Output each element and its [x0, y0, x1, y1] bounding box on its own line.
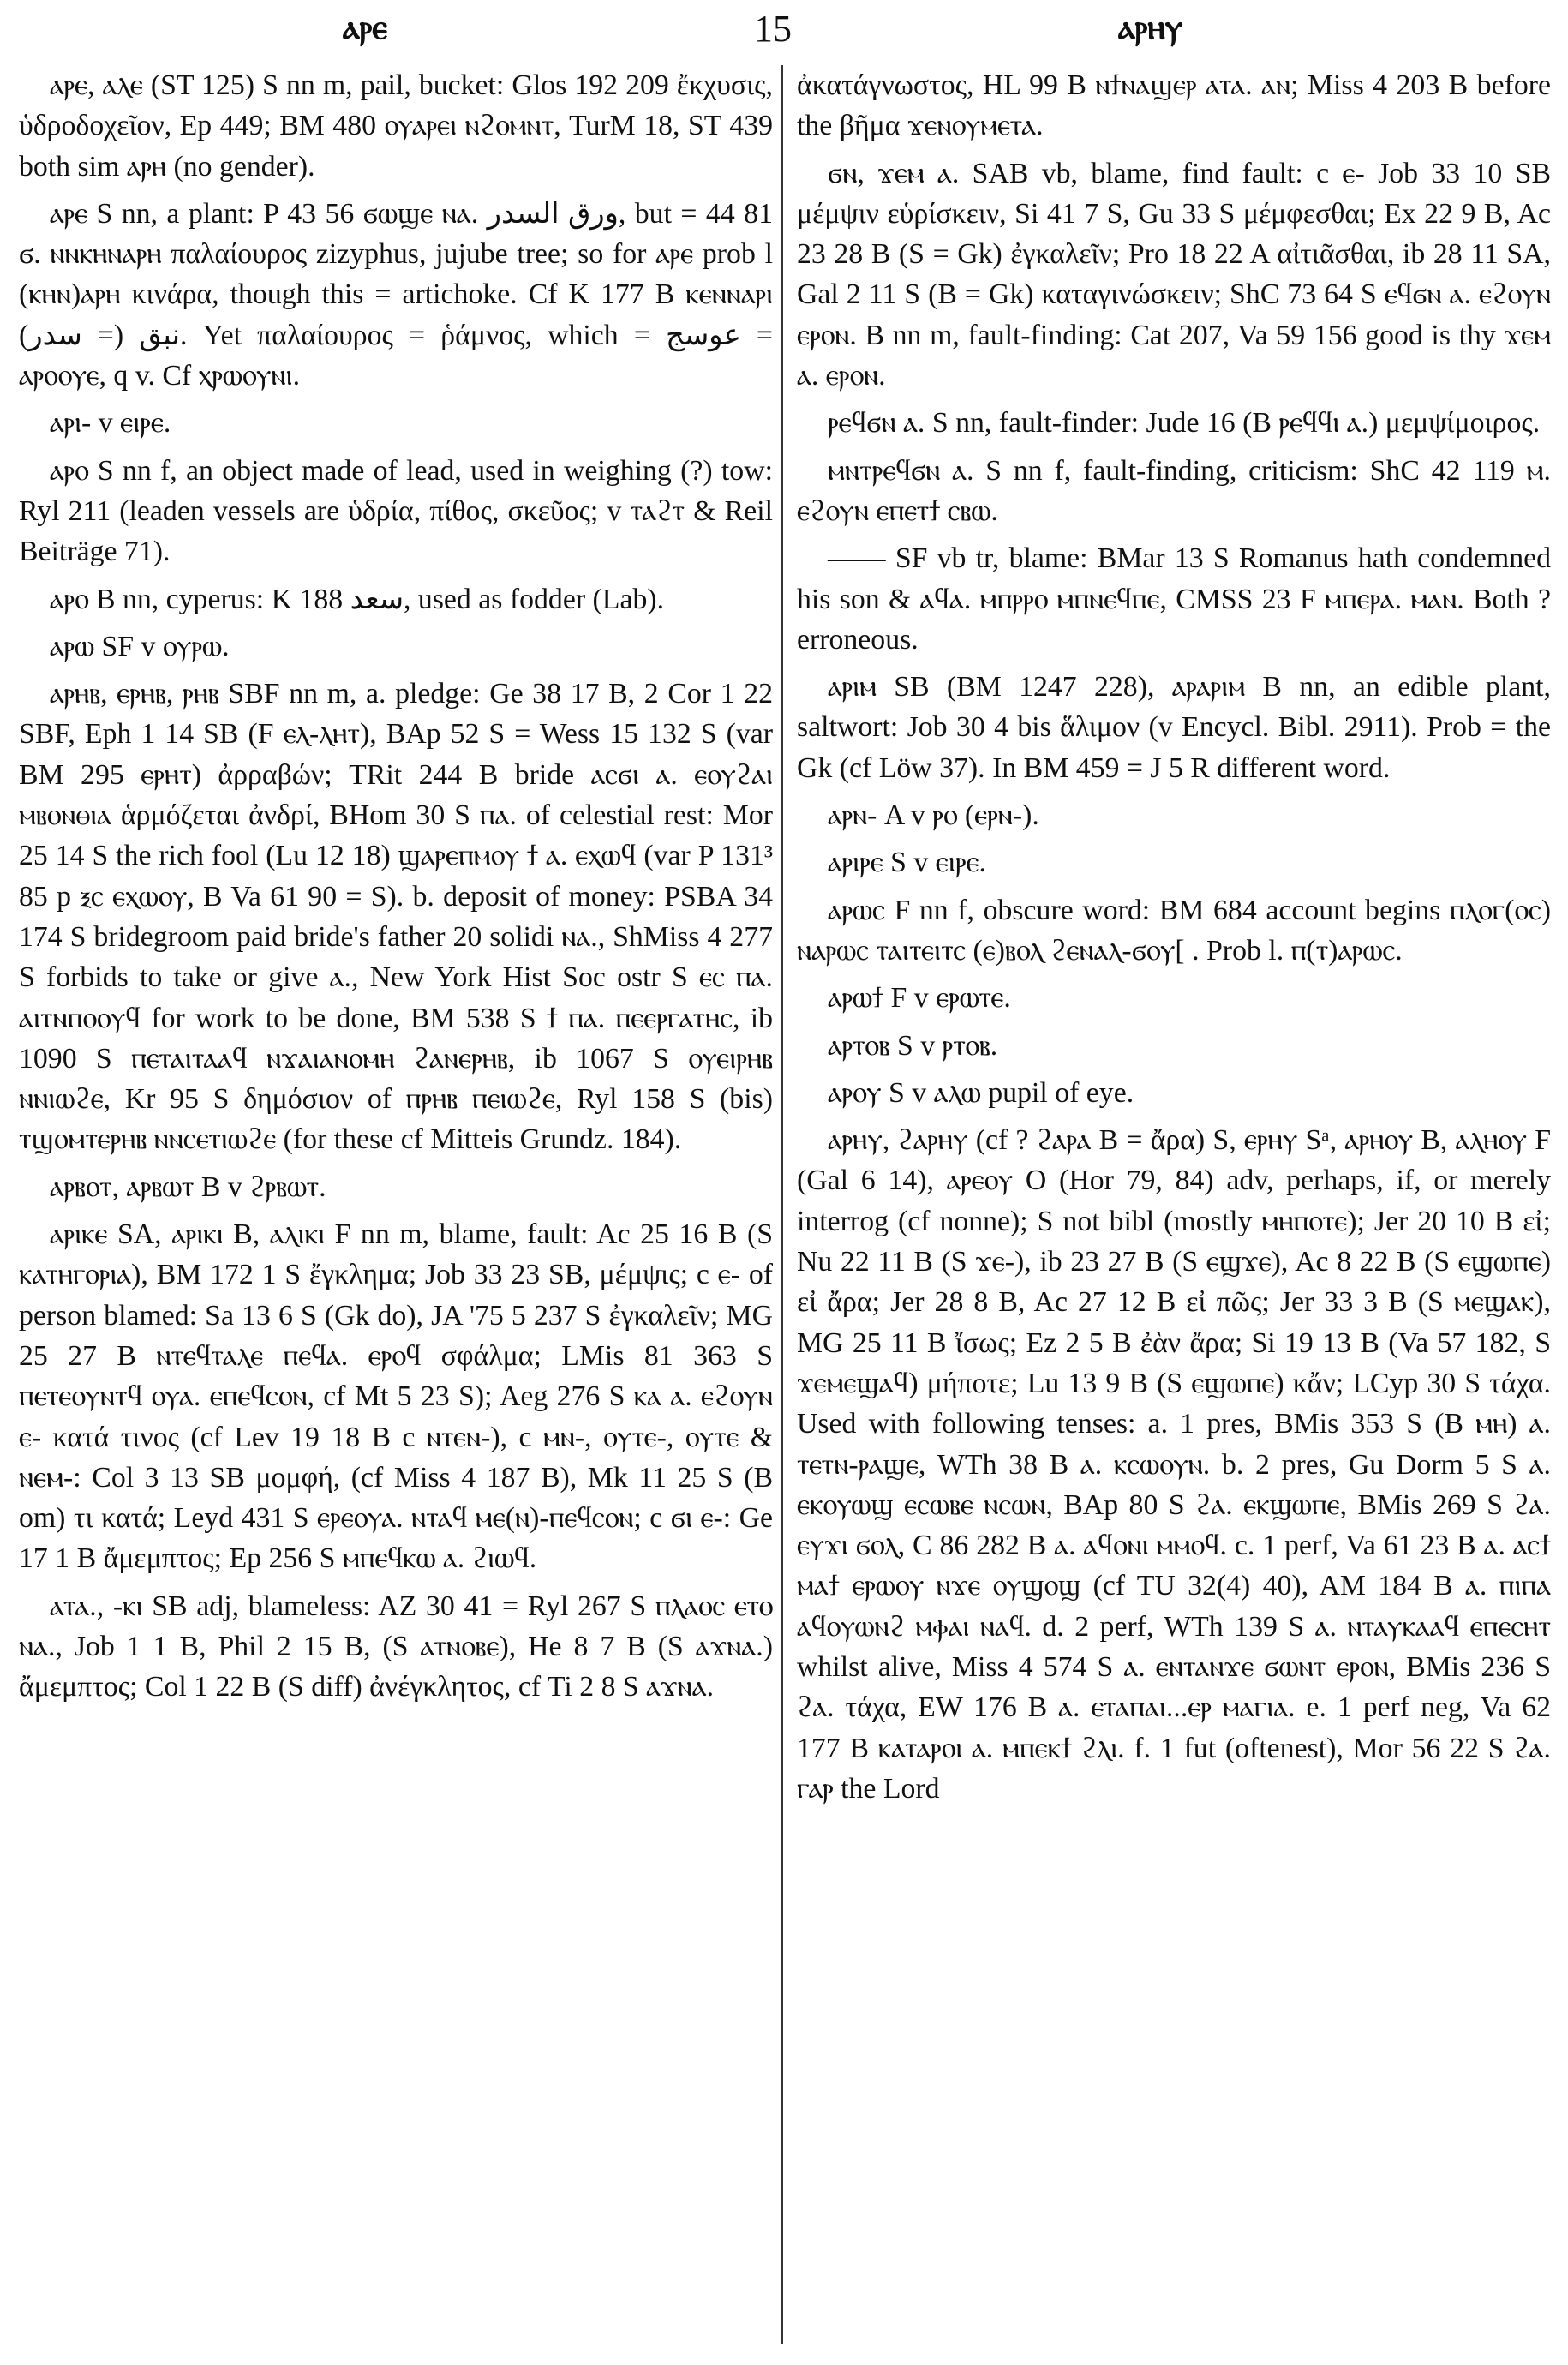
- entry-arike-blame: ⲁⲣⲓⲕⲉ SA, ⲁⲣⲓⲕⲓ B, ⲁⲗⲓⲕⲓ F nn m, blame, fault: Ac 25 16 B (S ⲕⲁⲧⲏⲅⲟⲣⲓⲁ), BM 172 1 S ἔγκλημα; Job 33 23 SB, μέμψις; c ⲉ- of person blamed: Sa 13 6 S (Gk do), JA '75 5 237 S ἐγκαλεῖν; MG 25 27 B ⲛⲧⲉϥⲧⲁⲗⲉ ⲡⲉϥⲁ. ⲉⲣⲟϥ σφάλμα; LMis 81 363 S ⲡⲉⲧⲉⲟⲩⲛⲧϥ ⲟⲩⲁ. ⲉⲡⲉϥⲥⲟⲛ, cf Mt 5 23 S); Aeg 276 S ⲕⲁ ⲁ. ⲉϩⲟⲩⲛ ⲉ- κατά τινος (cf Lev 19 18 B c ⲛⲧⲉⲛ-), c ⲙⲛ-, ⲟⲩⲧⲉ-, ⲟⲩⲧⲉ & ⲛⲉⲙ-: Col 3 13 SB μομφή, (cf Miss 4 187 B), Mk 11 25 S (B om) τι κατά; Leyd 431 S ⲉⲣⲉⲟⲩⲁ. ⲛⲧⲁϥ ⲙⲉ(ⲛ)-ⲡⲉϥⲥⲟⲛ; c ϭⲓ ⲉ-: Ge 17 1 B ἄμεμπτος; Ep 256 S ⲙⲡⲉϥⲕⲱ ⲁ. ϩⲓⲱϥ.: [19, 1218, 773, 1575]
- entry-mntrefgn: ⲙⲛⲧⲣⲉϥϭⲛ ⲁ. S nn f, fault-finding, criticism: ShC 42 119 ⲙ. ⲉϩⲟⲩⲛ ⲉⲡⲉⲧϯ ⲥⲃⲱ.: [797, 454, 1551, 527]
- entry-aro-lead: ⲁⲣⲟ S nn f, an object made of lead, used in weighing (?) tow: Ryl 211 (leaden vessels are ὑδρία, πίθος, σκεῦος; v ⲧⲁϩⲧ & Reil Beiträge 71).: [19, 454, 773, 568]
- entry-arbot: ⲁⲣⲃⲟⲧ, ⲁⲣⲃⲱⲧ B v ϩⲣⲃⲱⲧ.: [50, 1171, 326, 1203]
- entry-arwti: ⲁⲣⲱϯ F v ⲉⲣⲱⲧⲉ.: [828, 982, 1011, 1015]
- entry-artob: ⲁⲣⲧⲟⲃ S v ⲣⲧⲟⲃ.: [828, 1029, 998, 1062]
- left-column: [19, 65, 773, 2353]
- entry-arim-saltwort: ⲁⲣⲓⲙ SB (BM 1247 228), ⲁⲣⲁⲣⲓⲙ B nn, an edible plant, saltwort: Job 30 4 bis ἅλιμον (v Encycl. Bibl. 2911). Prob = the Gk (cf Löw 37). In BM 459 = J 5 R different word.: [797, 671, 1551, 784]
- entry-aro-sf: ⲁⲣⲱ SF v ⲟⲩⲣⲱ.: [50, 630, 230, 662]
- entry-refgn-faultfinder: ⲣⲉϥϭⲛ ⲁ. S nn, fault-finder: Jude 16 (B ⲣⲉϥϥⲓ ⲁ.) μεμψίμοιρος.: [828, 407, 1541, 440]
- entry-are-plant: ⲁⲣⲉ S nn, a plant: P 43 56 ϭⲱϣⲉ ⲛⲁ. ورق السدر, but = 44 81 ϭ. ⲛⲛⲕⲏⲛⲁⲣⲏ παλαίουρος zizyphus, jujube tree; so for ⲁⲣⲉ prob l (ⲕⲏⲛ)ⲁⲣⲏ κινάρα, though this = artichoke. Cf K 177 B ⲕⲉⲛⲛⲁⲣⲓ نبق (= سدر). Yet παλαίουρος = ῥάμνος, which = عوسج = ⲁⲣⲟⲟⲩⲉ, q v. Cf ⲭⲣⲱⲟⲩⲛⲓ.: [19, 197, 773, 392]
- page-number: 15: [754, 8, 792, 50]
- entry-areb-pledge: ⲁⲣⲏⲃ, ⲉⲣⲏⲃ, ⲣⲏⲃ SBF nn m, a. pledge: Ge 38 17 B, 2 Cor 1 22 SBF, Eph 1 14 SB (F ⲉⲗ-ⲗⲏⲧ), BAp 52 S = Wess 15 132 S (var BM 295 ⲉⲣⲏⲧ) ἀρραβών; TRit 244 B bride ⲁⲥϭⲓ ⲁ. ⲉⲟⲩϩⲁⲓ ⲙⲃⲟⲛⲑⲓⲁ ἁρμόζεται ἀνδρί, BHom 30 S ⲡⲁ. of celestial rest: Mor 25 14 S the rich fool (Lu 12 18) ϣⲁⲣⲉⲡⲙⲟⲩ ϯ ⲁ. ⲉⲭⲱϥ (var P 131³ 85 p ⲝⲥ ⲉⲭⲱⲟⲩ, B Va 61 90 = S). b. deposit of money: PSBA 34 174 S bridegroom paid bride's father 20 solidi ⲛⲁ., ShMiss 4 277 S forbids to take or give ⲁ., New York Hist Soc ostr S ⲉⲥ ⲡⲁ. ⲁⲓⲧⲛⲡⲟⲟⲩϥ for work to be done, BM 538 S ϯ ⲡⲁ. ⲡⲉⲉⲣⲅⲁⲧⲏⲥ, ib 1090 S ⲡⲉⲧⲁⲓⲧⲁⲁϥ ⲛϫⲁⲓⲁⲛⲟⲙⲏ ϩⲁⲛⲉⲣⲏⲃ, ib 1067 S ⲟⲩⲉⲓⲣⲏⲃ ⲛⲛⲓⲱϩⲉ, Kr 95 S δημόσιον of ⲡⲣⲏⲃ ⲡⲉⲓⲱϩⲉ, Ryl 158 S (bis) ⲧϣⲟⲙⲧⲉⲣⲏⲃ ⲛⲛⲥⲉⲧⲓⲱϩⲉ (for these cf Mitteis Grundz. 184).: [19, 678, 773, 1156]
- entry-ari: ⲁⲣⲓ- v ⲉⲓⲣⲉ.: [50, 407, 171, 440]
- entry-arire: ⲁⲣⲓⲣⲉ S v ⲉⲓⲣⲉ.: [828, 847, 986, 879]
- entry-continuation: ἀκατάγνωστος, HL 99 B ⲛϯⲛⲁϣⲉⲣ ⲁⲧⲁ. ⲁⲛ; Miss 4 203 B before the βῆμα ϫⲉⲛⲟⲩⲙⲉⲧⲁ.: [797, 69, 1551, 142]
- entry-ata-blameless: ⲁⲧⲁ., -ⲕⲓ SB adj, blameless: AZ 30 41 = Ryl 267 S ⲡⲗⲁⲟⲥ ⲉⲧⲟ ⲛⲁ., Job 1 1 B, Phil 2 15 B, (S ⲁⲧⲛⲟⲃⲉ), He 8 7 B (S ⲁϫⲛⲁ.) ἄμεμπτος; Col 1 22 B (S diff) ἀνέγκλητος, cf Ti 2 8 S ⲁϫⲛⲁ.: [19, 1590, 773, 1703]
- header-right-headword: ⲁⲣⲏⲩ: [1118, 7, 1183, 47]
- entry-aros: ⲁⲣⲱⲥ F nn f, obscure word: BM 684 account begins ⲡⲗⲟⲅ(ⲟⲥ) ⲛⲁⲣⲱⲥ ⲧⲁⲓⲧⲉⲓⲧⲥ (ⲉ)ⲃⲟⲗ ϩⲉⲛⲁⲗ-ϭⲟⲩ[ . Prob l. ⲡ(ⲧ)ⲁⲣⲱⲥ.: [797, 894, 1551, 967]
- entry-arn: ⲁⲣⲛ- A v ⲣⲟ (ⲉⲣⲛ-).: [828, 799, 1039, 832]
- entry-aro-cyperus: ⲁⲣⲟ B nn, cyperus: K 188 سعد, used as fodder (Lab).: [50, 583, 665, 615]
- right-column: [797, 65, 1551, 2353]
- entry-vb-tr-blame: —— SF vb tr, blame: BMar 13 S Romanus hath condemned his son & ⲁϥⲁ. ⲙⲡⲣⲣⲟ ⲙⲡⲛⲉϥⲡⲉ, CMSS 23 F ⲙⲡⲉⲣⲁ. ⲙⲁⲛ. Both ? erroneous.: [797, 542, 1551, 656]
- page-header: [0, 7, 1568, 67]
- column-divider: [781, 65, 783, 2344]
- entry-arou: ⲁⲣⲟⲩ S v ⲁⲗⲱ pupil of eye.: [828, 1076, 1134, 1109]
- entry-gn-blame: ϭⲛ, ϫⲉⲙ ⲁ. SAB vb, blame, find fault: c ⲉ- Job 33 10 SB μέμψιν εὑρίσκειν, Si 41 7 S, Gu 33 S μέμφεσθαι; Ex 22 9 B, Ac 23 28 B (S = Gk) ἐγκαλεῖν; Pro 18 22 A αἰτιᾶσθαι, ib 28 11 SA, Gal 2 11 S (B = Gk) καταγινώσκειν; ShC 73 64 S ⲉϥϭⲛ ⲁ. ⲉϩⲟⲩⲛ ⲉⲣⲟⲛ. B nn m, fault-finding: Cat 207, Va 59 156 good is thy ϫⲉⲙ ⲁ. ⲉⲣⲟⲛ.: [797, 157, 1551, 392]
- entry-are-pail: ⲁⲣⲉ, ⲁⲗⲉ (ST 125) S nn m, pail, bucket: Glos 192 209 ἔκχυσις, ὑδροδοχεῖον, Ep 449; BM 480 ⲟⲩⲁⲣⲉⲓ ⲛϩⲟⲙⲛⲧ, TurM 18, ST 439 both sim ⲁⲣⲏ (no gender).: [19, 69, 773, 183]
- header-left-headword: ⲁⲣⲉ: [343, 7, 388, 47]
- entry-areu-perhaps: ⲁⲣⲏⲩ, ϩⲁⲣⲏⲩ (cf ? ϩⲁⲣⲁ B = ἄρα) S, ⲉⲣⲏⲩ Sᵃ, ⲁⲣⲏⲟⲩ B, ⲁⲗⲏⲟⲩ F (Gal 6 14), ⲁⲣⲉⲟⲩ O (Hor 79, 84) adv, perhaps, if, or merely interrog (cf nonne); S not bibl (mostly ⲙⲏⲡⲟⲧⲉ); Jer 20 10 B εἰ; Nu 22 11 B (S ϫⲉ-), ib 23 27 B (S ⲉϣϫⲉ), Ac 8 22 B (S ⲉϣⲱⲡⲉ) εἰ ἄρα; Jer 28 8 B, Ac 27 12 B εἰ πῶς; Jer 33 3 B (S ⲙⲉϣⲁⲕ), MG 25 11 B ἴσως; Ez 2 5 B ἐὰν ἄρα; Si 19 13 B (Va 57 182, S ϫⲉⲙⲉϣⲁϥ) μήποτε; Lu 13 9 B (S ⲉϣⲱⲡⲉ) κἄν; LCyp 30 S τάχα. Used with following tenses: a. 1 pres, BMis 353 S (B ⲙⲏ) ⲁ. ⲧⲉⲧⲛ-ⲣⲁϣⲉ, WTh 38 B ⲁ. ⲕⲥⲱⲟⲩⲛ. b. 2 pres, Gu Dorm 5 S ⲁ. ⲉⲕⲟⲩⲱϣ ⲉⲥⲱⲃⲉ ⲛⲥⲱⲛ, BAp 80 S ϩⲁ. ⲉⲕϣⲱⲡⲉ, BMis 269 S ϩⲁ. ⲉⲩϫⲓ ϭⲟⲗ, C 86 282 B ⲁ. ⲁϥⲟⲛⲓ ⲙⲙⲟϥ. c. 1 perf, Va 61 23 B ⲁ. ⲁⲥϯ ⲙⲁϯ ⲉⲣⲱⲟⲩ ⲛϫⲉ ⲟⲩϣⲟϣ (cf TU 32(4) 40), AM 184 B ⲁ. ⲡⲓⲡⲁ ⲁϥⲟⲩⲱⲛϩ ⲙⲫⲁⲓ ⲛⲁϥ. d. 2 perf, WTh 139 S ⲁ. ⲛⲧⲁⲩⲕⲁⲁϥ ⲉⲡⲉⲥⲏⲧ whilst alive, Miss 4 574 S ⲁ. ⲉⲛⲧⲁⲛϫⲉ ϭⲱⲛⲧ ⲉⲣⲟⲛ, BMis 236 S ϩⲁ. τάχα, EW 176 B ⲁ. ⲉⲧⲁⲡⲁⲓ...ⲉⲣ ⲙⲁⲅⲓⲁ. e. 1 perf neg, Va 62 177 B ⲕⲁⲧⲁⲣⲟⲓ ⲁ. ⲙⲡⲉⲕϯ ϩⲗⲓ. f. 1 fut (oftenest), Mor 56 22 S ϩⲁ. ⲅⲁⲣ the Lord: [797, 1124, 1551, 1805]
